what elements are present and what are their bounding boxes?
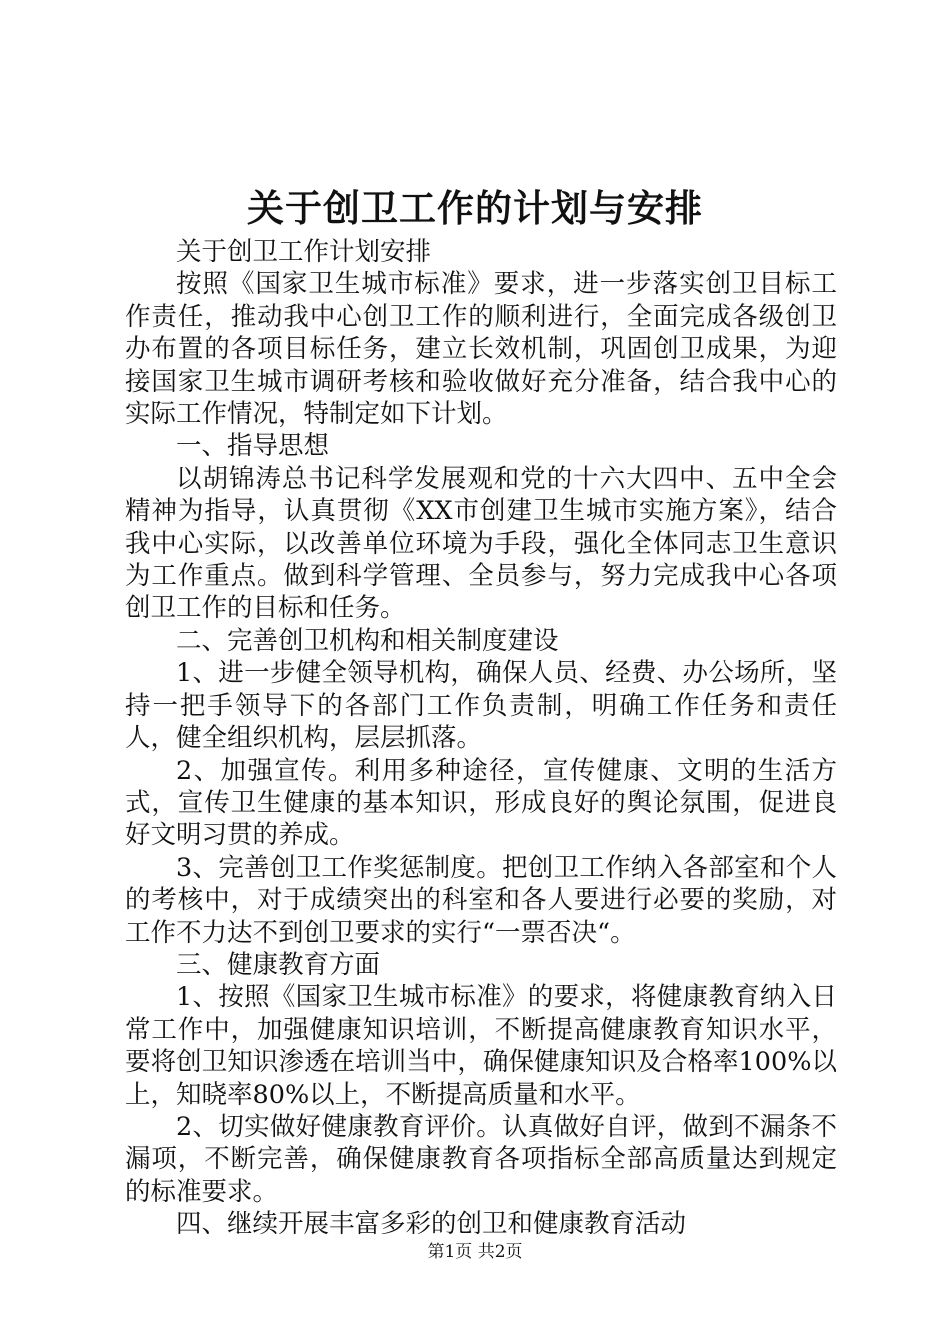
document-body <box>125 236 837 1241</box>
document-title: 关于创卫工作的计划与安排 <box>247 186 703 230</box>
paragraph-health-item-2: 2、切实做好健康教育评价。认真做好自评，做到不漏条不漏项，不断完善，确保健康教育各项指标全部高质量达到规定的标准要求。 <box>125 1111 837 1207</box>
section-heading-health-education: 三、健康教育方面 <box>176 949 381 980</box>
paragraph-item-1: 1、进一步健全领导机构，确保人员、经费、办公场所，坚持一把手领导下的各部门工作负责制，明确工作任务和责任人，健全组织机构，层层抓落。 <box>125 658 837 754</box>
paragraph-guiding-thought: 以胡锦涛总书记科学发展观和党的十六大四中、五中全会精神为指导，认真贯彻《XX市创建卫生城市实施方案》，结合我中心实际，以改善单位环境为手段，强化全体同志卫生意识为工作重点。做到科学管理、全员参与，努力完成我中心各项创卫工作的目标和任务。 <box>125 463 837 624</box>
section-heading-guiding-thought: 一、指导思想 <box>176 431 330 462</box>
paragraph-intro: 按照《国家卫生城市标准》要求，进一步落实创卫目标工作责任，推动我中心创卫工作的顺利进行，全面完成各级创卫办布置的各项目标任务，建立长效机制，巩固创卫成果，为迎接国家卫生城市调研考核和验收做好充分准备，结合我中心的实际工作情况，特制定如下计划。 <box>125 269 837 430</box>
paragraph-subtitle: 关于创卫工作计划安排 <box>176 237 432 267</box>
paragraph-health-item-1: 1、按照《国家卫生城市标准》的要求，将健康教育纳入日常工作中，加强健康知识培训，不断提高健康教育知识水平，要将创卫知识渗透在培训当中，确保健康知识及合格率100%以上，知晓率80%以上，不断提高质量和水平。 <box>125 982 837 1110</box>
section-heading-institution: 二、完善创卫机构和相关制度建设 <box>176 625 559 656</box>
paragraph-item-2: 2、加强宣传。利用多种途径，宣传健康、文明的生活方式，宣传卫生健康的基本知识，形成良好的舆论氛围，促进良好文明习贯的养成。 <box>125 755 837 851</box>
page-footer: 第1页 共2页 <box>427 1242 523 1262</box>
section-heading-activities: 四、继续开展丰富多彩的创卫和健康教育活动 <box>176 1209 687 1240</box>
paragraph-item-3: 3、完善创卫工作奖惩制度。把创卫工作纳入各部室和个人的考核中，对于成绩突出的科室和各人要进行必要的奖励，对工作不力达不到创卫要求的实行“一票否决“。 <box>125 852 837 948</box>
